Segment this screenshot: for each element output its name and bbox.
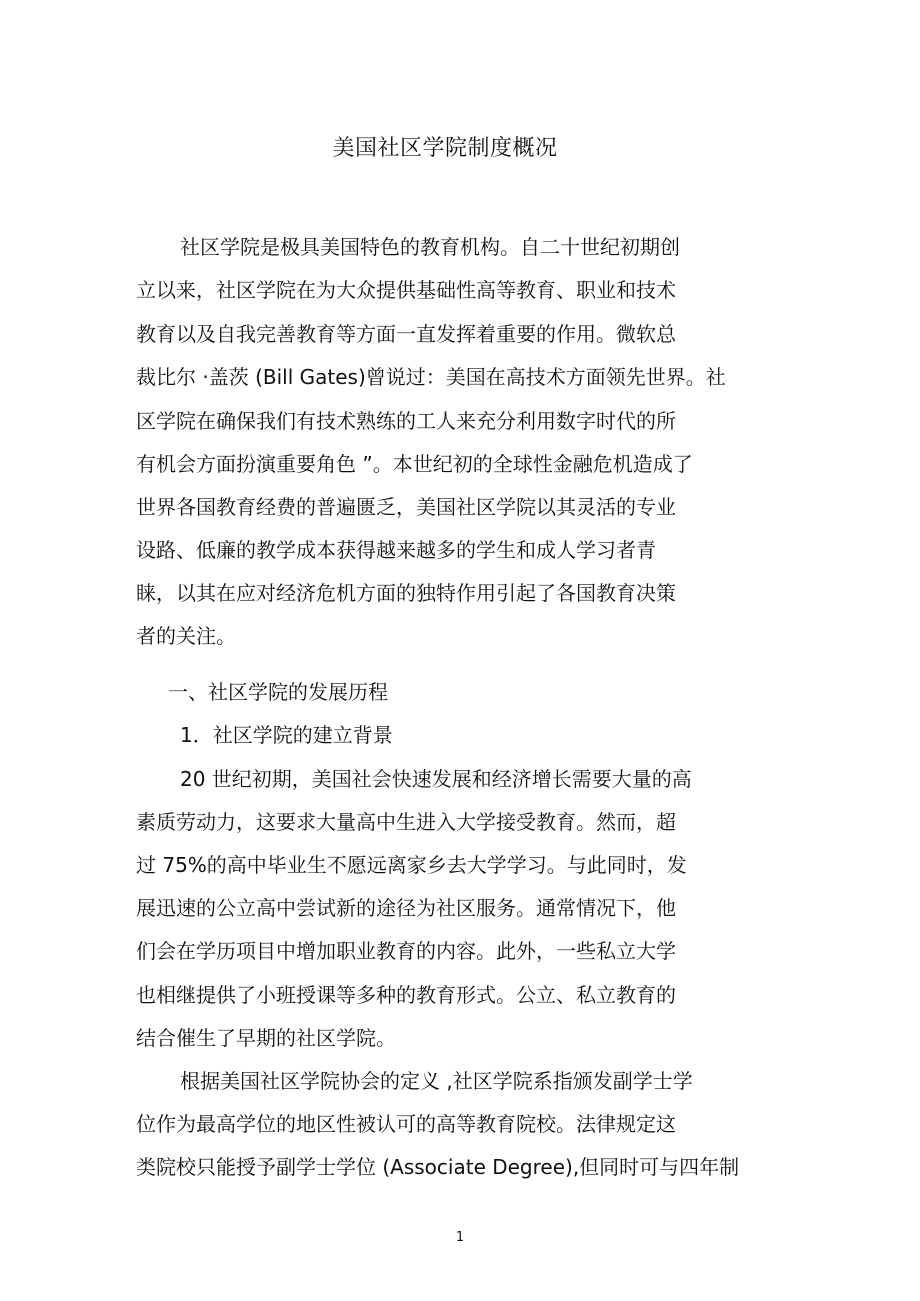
paragraph-line: 根据美国社区学院协会的定义 ,社区学院系指颁发副学士学 bbox=[180, 1069, 693, 1093]
paragraph-line: 结合催生了早期的社区学院。 bbox=[136, 1026, 396, 1050]
paragraph-line: 20 世纪初期，美国社会快速发展和经济增长需要大量的高 bbox=[180, 767, 692, 791]
paragraph-line: 展迅速的公立高中尝试新的途径为社区服务。通常情况下，他 bbox=[136, 896, 676, 920]
paragraph-line: 位作为最高学位的地区性被认可的高等教育院校。法律规定这 bbox=[136, 1112, 676, 1136]
paragraph-line: 世界各国教育经费的普遍匮乏，美国社区学院以其灵活的专业 bbox=[136, 495, 676, 519]
page-number: 1 bbox=[455, 1230, 465, 1245]
subsection-heading: 1．社区学院的建立背景 bbox=[180, 723, 393, 747]
section-heading: 一、社区学院的发展历程 bbox=[168, 680, 388, 704]
paragraph-line: 社区学院是极具美国特色的教育机构。自二十世纪初期创 bbox=[180, 235, 680, 259]
page-title: 美国社区学院制度概况 bbox=[332, 136, 558, 161]
paragraph-line: 类院校只能授予副学士学位 (Associate Degree),但同时可与四年制 bbox=[136, 1155, 740, 1179]
paragraph-line: 素质劳动力，这要求大量高中生进入大学接受教育。然而，超 bbox=[136, 810, 676, 834]
paragraph-line: 设路、低廉的教学成本获得越来越多的学生和成人学习者青 bbox=[136, 538, 656, 562]
paragraph-line: 立以来，社区学院在为大众提供基础性高等教育、职业和技术 bbox=[136, 278, 676, 302]
paragraph-line: 也相继提供了小班授课等多种的教育形式。公立、私立教育的 bbox=[136, 983, 676, 1007]
paragraph-line: 教育以及自我完善教育等方面一直发挥着重要的作用。微软总 bbox=[136, 322, 676, 346]
paragraph-line: 区学院在确保我们有技术熟练的工人来充分利用数字时代的所 bbox=[136, 409, 676, 433]
paragraph-line: 裁比尔 ·盖茨 (Bill Gates)曾说过：美国在高技术方面领先世界。社 bbox=[136, 365, 726, 389]
paragraph-line: 睐，以其在应对经济危机方面的独特作用引起了各国教育决策 bbox=[136, 581, 676, 605]
paragraph-line: 有机会方面扮演重要角色 ”。本世纪初的全球性金融危机造成了 bbox=[136, 452, 693, 476]
paragraph-line: 过 75%的高中毕业生不愿远离家乡去大学学习。与此同时，发 bbox=[136, 853, 687, 877]
paragraph-line: 们会在学历项目中增加职业教育的内容。此外，一些私立大学 bbox=[136, 939, 676, 963]
paragraph-line: 者的关注。 bbox=[136, 624, 236, 648]
